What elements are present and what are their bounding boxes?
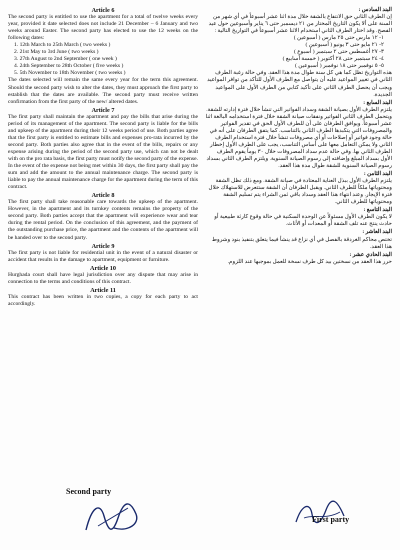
article-11-text: This contract has been written in two copies, a copy for each party to act accordingly.	[8, 293, 198, 307]
clause-10-heading: البند العاشر :	[362, 229, 392, 236]
clause-10-text: تختص محاكم الغردقة بالفصل في أي نزاع قد ينشأ فيما يتعلق بتنفيذ بنود وشروط هذا العقد.	[211, 236, 392, 250]
first-party-signature	[290, 496, 350, 530]
clause-6-intro: إن الطرف الثاني حق الانتفاع بالشقة خلال مدة اثنا عشر أسبوعاً في أي شهر من السنة على ألا يكون التاريخ المختار من ٢١ ديسمبر حتى ٦ يناير وأسبوعين حول عيد الفصح. وقد اختار الطرف الثاني استخدام الاثنا عشر أسبوعاً في التواريخ التالية :	[208, 14, 392, 35]
second-party-label: Second party	[66, 487, 112, 496]
article-6-heading: Article 6	[91, 7, 115, 14]
article-7-heading: Article 7	[91, 106, 115, 114]
clause-9-heading: البند التاسع :	[363, 207, 392, 214]
usage-date-item-arabic: ١- ١٢ مارس حتى ٢٥ مارس ( أسبوعين )	[293, 35, 384, 42]
usage-date-item: 3. 27th August to 2nd September ( one week )	[14, 56, 117, 63]
article-7-text: The first party shall maintain the apartment and pay the bills that arise during the period of its management of the apartment. The second party is liable for the bills and upkeep of the apartment during their 12 weeks period of use. Both parties agree that the first party is entitled to estimate bills and expenses pro-rata incurred by the second party. Both parties also agree that in the event of the bills, repairs or any expense arising during the period of the second party use, which can not be dealt with on the pro rata basis, the first party must notify the second party of the expense. In the event of the expense not being met within 30 days, the first party shall pay the sum and add the amount to the annual maintenance charge. The second party is liable to pay the annual maintenance charge for the apartment during the term of this contract.	[8, 113, 198, 191]
clause-7-heading: البند السابع :	[363, 99, 392, 106]
article-11-heading: Article 11	[90, 286, 116, 294]
article-9-text: The first party is not liable for residential unit in the event of a natural disaster or accident that results in the damage to apartment, equipment or furniture.	[8, 249, 198, 263]
clause-6-heading: البند السادس :	[358, 7, 392, 13]
arabic-column	[204, 6, 392, 266]
clause-6-outro: هذه التواريخ تظل كما هي كل سنة طوال مدة هذا العقد. وفي حالة رغبة الطرف الثاني في تغيير المواعيد عليه أن يتواصل مع الطرف الأول للتأكد من توافر المواعيد ويجب أن يحصل الطرف الثاني على تأكيد كتابي من الطرف الأول على المواعيد الجديدة.	[207, 70, 392, 98]
first-party-label: First party	[312, 515, 350, 524]
usage-date-item-arabic: ٤- ٢٤ سبتمبر حتى ٢٨ أكتوبر ( خمسة أسابيع )	[282, 56, 384, 63]
article-6-intro: The second party is entitled to use the apartment for a total of twelve weeks every year, provided it date selected does not include 21 December – 6 January and two weeks around Easter. The second party has elected to use the 12 weeks on the following dates:	[8, 14, 198, 42]
usage-date-item-arabic: ٣- ٢٧ أغسطس حتى ٢ سبتمبر ( أسبوع )	[293, 49, 384, 56]
usage-date-item: 2. 21st May to 3rd June ( two weeks )	[14, 49, 99, 56]
article-8-heading: Article 8	[91, 192, 115, 200]
clause-11-heading: البند الحادي عشر :	[349, 251, 392, 258]
clause-9-text: لا يكون الطرف الأول مسئولاً عن الوحدة السكنية في حالة وقوع كارثة طبيعية أو حادث ينتج عنه تلف الشقة أو المعدات أو الأثاث.	[214, 214, 392, 228]
usage-date-item-arabic: ٢- ٢١ مايو حتى ٣ يونيو ( أسبوعين )	[305, 42, 384, 49]
usage-date-item: 5. 5th November to 18th November ( two weeks )	[14, 70, 126, 77]
article-10-heading: Article 10	[90, 264, 116, 272]
usage-dates-list-arabic	[204, 35, 392, 70]
second-party-signature	[78, 496, 148, 540]
clause-11-text: حرر هذا العقد من نسختين بيد كل طرف نسخة للعمل بموجبها عند اللزوم.	[227, 258, 392, 265]
article-10-text: Hurghada court shall have legal jurisdiction over any dispute that may arise in connection to the terms and conditions of this contract.	[8, 271, 198, 285]
usage-date-item: 1. 12th March to 25th March ( two weeks )	[14, 42, 111, 49]
english-column	[8, 6, 198, 308]
article-6-outro: The dates selected will remain the same every year for the term this agreement. Should the second party wish to alter the dates, they must approach the first party to establish that the dates are available. The second party must receive written confirmation from the first party of the new/ altered dates.	[8, 77, 198, 105]
clause-8-heading: البند الثامن :	[363, 171, 392, 178]
article-8-text: The first party shall take reasonable care towards the upkeep of the apartment. However, in the apartment and its turnkey contents remains the property of the second party. Both parties accept that the apartment will experience wear and tear during the rental period. On the conclusion of this agreement, and the payment of the outstanding purchase price, the apartment and the contents of the apartment will be handed over to the second party.	[8, 199, 198, 241]
article-9-heading: Article 9	[91, 242, 115, 250]
usage-date-item-arabic: ٥- ٥ نوفمبر حتى ١٨ نوفمبر ( أسبوعين )	[294, 63, 384, 70]
usage-date-item: 4. 24th September to 28th October ( five weeks )	[14, 63, 124, 70]
clause-8-text: يلتزم الطرف الأول ببذل العناية المعتادة في صيانة الشقة. ومع ذلك تظل الشقة ومحتوياتها ملكاً للطرف الثاني. ويقبل الطرفان أن الشقة ستتعرض للاستهلاك خلال فترة الإيجار. وعند انتهاء هذا العقد وسداد باقي ثمن الشراء يتم تسليم الشقة ومحتوياتها للطرف الثاني.	[208, 178, 392, 206]
clause-7-text: يلتزم الطرف الأول بصيانة الشقة وسداد الفواتير التي تنشأ خلال فترة إدارته للشقة. ويتحمل الطرف الثاني الفواتير ونفقات صيانة الشقة خلال فترة استخدامه البالغة اثنا عشر أسبوعاً. ويوافق الطرفان على أن للطرف الأول الحق في تقدير الفواتير والمصروفات التي يتكبدها الطرف الثاني بالتناسب. كما يتفق الطرفان على أنه في حالة وجود فواتير أو إصلاحات أو أي مصروفات تنشأ خلال فترة استخدام الطرف الثاني ولا يمكن التعامل معها على أساس التناسب، يجب على الطرف الأول إخطار الطرف الثاني بها. وفي حالة عدم سداد المصروفات خلال ٣٠ يوماً يقوم الطرف الأول بسداد المبلغ وإضافته إلى رسوم الصيانة السنوية. ويلتزم الطرف الثاني بسداد رسوم الصيانة السنوية للشقة طوال مدة هذا العقد.	[205, 106, 392, 170]
usage-dates-list	[8, 42, 198, 77]
